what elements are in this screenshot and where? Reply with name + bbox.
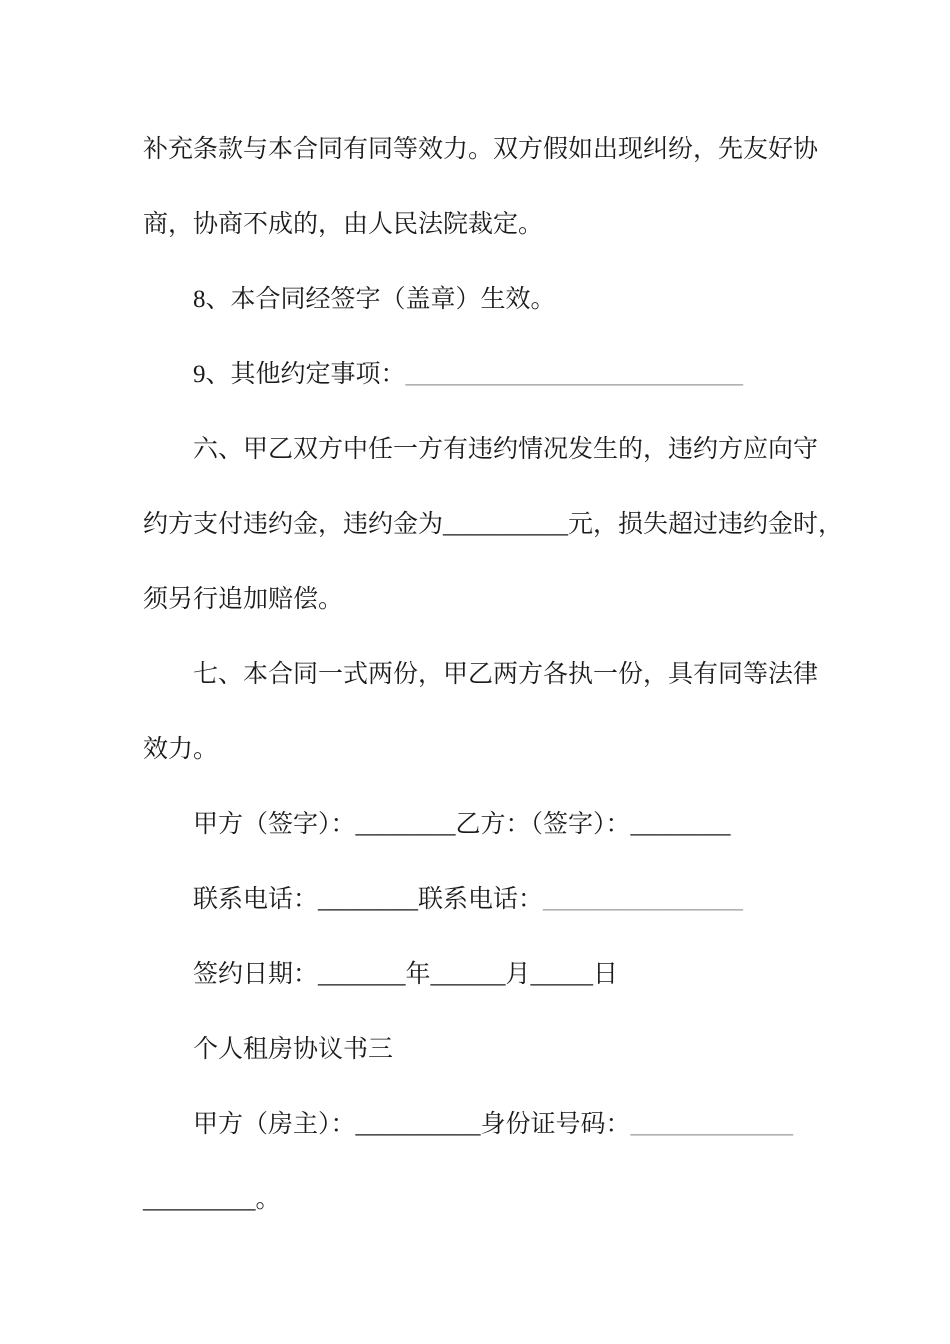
contract-line xyxy=(143,1012,890,1087)
text-run: 须另行追加赔偿。 xyxy=(143,586,344,613)
contract-line xyxy=(143,712,890,787)
text-run: 甲方（房主）：__________身份证号码： xyxy=(193,1111,631,1138)
contract-line xyxy=(143,1087,890,1162)
text-run: 效力。 xyxy=(143,736,219,763)
contract-line xyxy=(143,562,890,637)
contract-line xyxy=(143,187,890,262)
contract-line xyxy=(143,337,890,412)
text-run: 约方支付违约金，违约金为__________元，损失超过违约金时， xyxy=(143,511,844,538)
text-run: 六、甲乙双方中任一方有违约情况发生的，违约方应向守 xyxy=(193,436,819,463)
text-run: 个人租房协议书三 xyxy=(193,1036,394,1063)
text-run: 补充条款与本合同有同等效力。双方假如出现纠纷，先友好协 xyxy=(143,136,819,163)
text-run: 联系电话：________联系电话： xyxy=(193,886,544,913)
contract-line xyxy=(143,412,890,487)
text-run: _________。 xyxy=(143,1186,281,1213)
contract-line xyxy=(143,787,890,862)
contract-line xyxy=(143,487,890,562)
text-run: 甲方（签字）：________乙方：（签字）：________ xyxy=(193,811,731,838)
contract-line xyxy=(143,1162,890,1237)
blank-underline: _____________ xyxy=(630,1111,794,1138)
contract-line xyxy=(143,112,890,187)
text-run: 9、其他约定事项： xyxy=(193,361,406,388)
text-run: 签约日期：_______年______月_____日 xyxy=(193,961,619,988)
contract-line xyxy=(143,637,890,712)
contract-line xyxy=(143,937,890,1012)
document-body xyxy=(143,112,890,1237)
text-run: 商，协商不成的，由人民法院裁定。 xyxy=(143,211,544,238)
contract-line xyxy=(143,262,890,337)
blank-underline: ___________________________ xyxy=(405,361,744,388)
text-run: 8、本合同经签字（盖章）生效。 xyxy=(193,286,556,313)
contract-line xyxy=(143,862,890,937)
blank-underline: ________________ xyxy=(543,886,744,913)
text-run: 七、本合同一式两份，甲乙两方各执一份，具有同等法律 xyxy=(193,661,819,688)
